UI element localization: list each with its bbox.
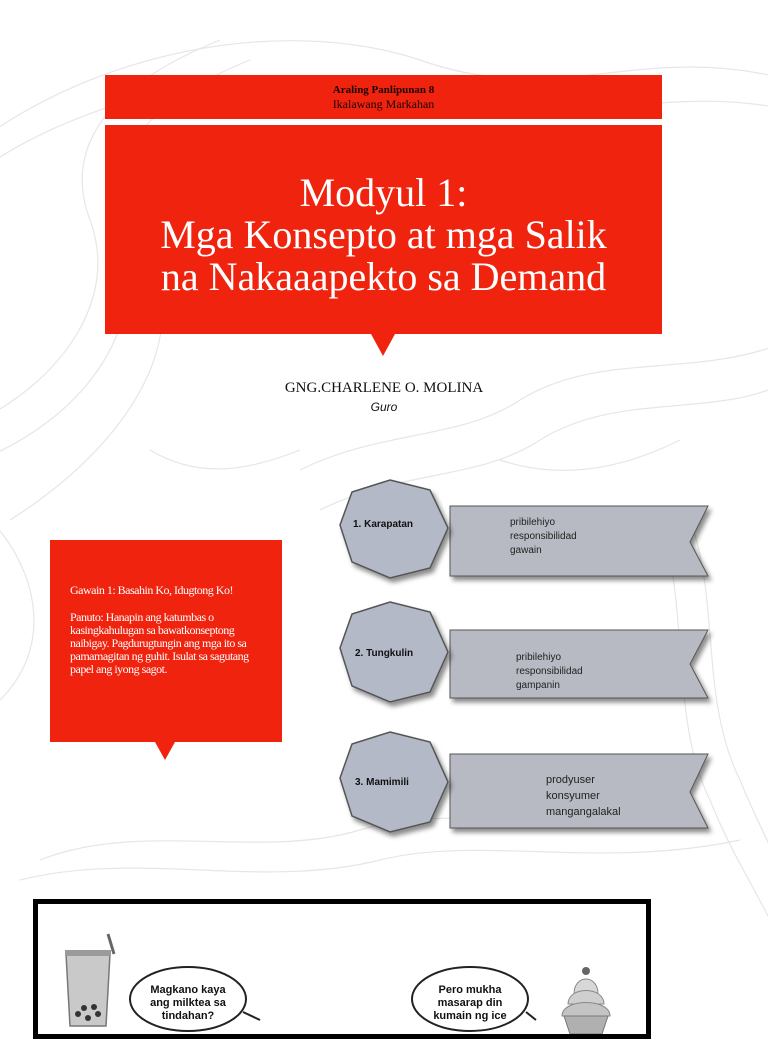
subject-label: Araling Panlipunan 8 [332, 84, 435, 96]
option-item: pribilehiyo [516, 652, 562, 663]
comic-drawing [38, 904, 646, 1034]
teacher-role: Guro [370, 400, 398, 414]
bubble-line: kumain ng ice [433, 1010, 507, 1022]
option-item: konsyumer [546, 790, 600, 802]
term-label-3: 3. Mamimili [355, 777, 409, 788]
activity-box-pointer [155, 742, 175, 760]
options-list-1 [510, 516, 577, 558]
milktea-cup-icon [65, 934, 114, 1026]
bubble-line: Pero mukha [438, 984, 502, 996]
options-list-2 [516, 651, 583, 693]
option-item: mangangalakal [546, 806, 621, 818]
activity-tab [50, 540, 282, 570]
comic-panel [33, 899, 651, 1039]
option-item: responsibilidad [516, 666, 583, 677]
quarter-label: Ikalawang Markahan [332, 97, 435, 111]
term-label-1: 1. Karapatan [353, 519, 414, 530]
bubble-line: Magkano kaya [150, 984, 226, 996]
bubble-line: masarap din [437, 997, 503, 1009]
activity-instructions: Panuto: Hanapin ang katumbas o kasingkahulugan sa bawatkonseptong naibigay. Pagdurugtungin ang mga ito sa pamamagitan ng guhit. Isulat sa sagutang papel ang iyong sagot. [70, 610, 249, 676]
module-title-box [105, 125, 662, 334]
module-title-line3: na Nakaaapekto sa Demand [160, 253, 607, 299]
option-item: gampanin [516, 680, 560, 691]
arrow-shape-1 [450, 506, 708, 576]
option-item: responsibilidad [510, 531, 577, 542]
options-list-3 [546, 772, 621, 820]
bubble-right-text [420, 984, 520, 1023]
option-item: gawain [510, 545, 542, 556]
bubble-line: tindahan? [161, 1010, 215, 1022]
header-band [105, 75, 662, 119]
activity-box [50, 570, 282, 742]
module-title-line2: Mga Konsepto at mga Salik [160, 211, 607, 257]
option-item: pribilehiyo [510, 517, 556, 528]
title-box-pointer [371, 334, 395, 356]
bubble-line: ang milktea sa [150, 997, 226, 1009]
term-label-2: 2. Tungkulin [355, 648, 414, 659]
activity-title: Gawain 1: Basahin Ko, Idugtong Ko! [70, 583, 233, 597]
bubble-left-text [138, 984, 238, 1023]
module-title-line1: Modyul 1: [299, 169, 468, 215]
teacher-name: GNG.CHARLENE O. MOLINA [284, 380, 484, 396]
option-item: prodyuser [546, 774, 595, 786]
